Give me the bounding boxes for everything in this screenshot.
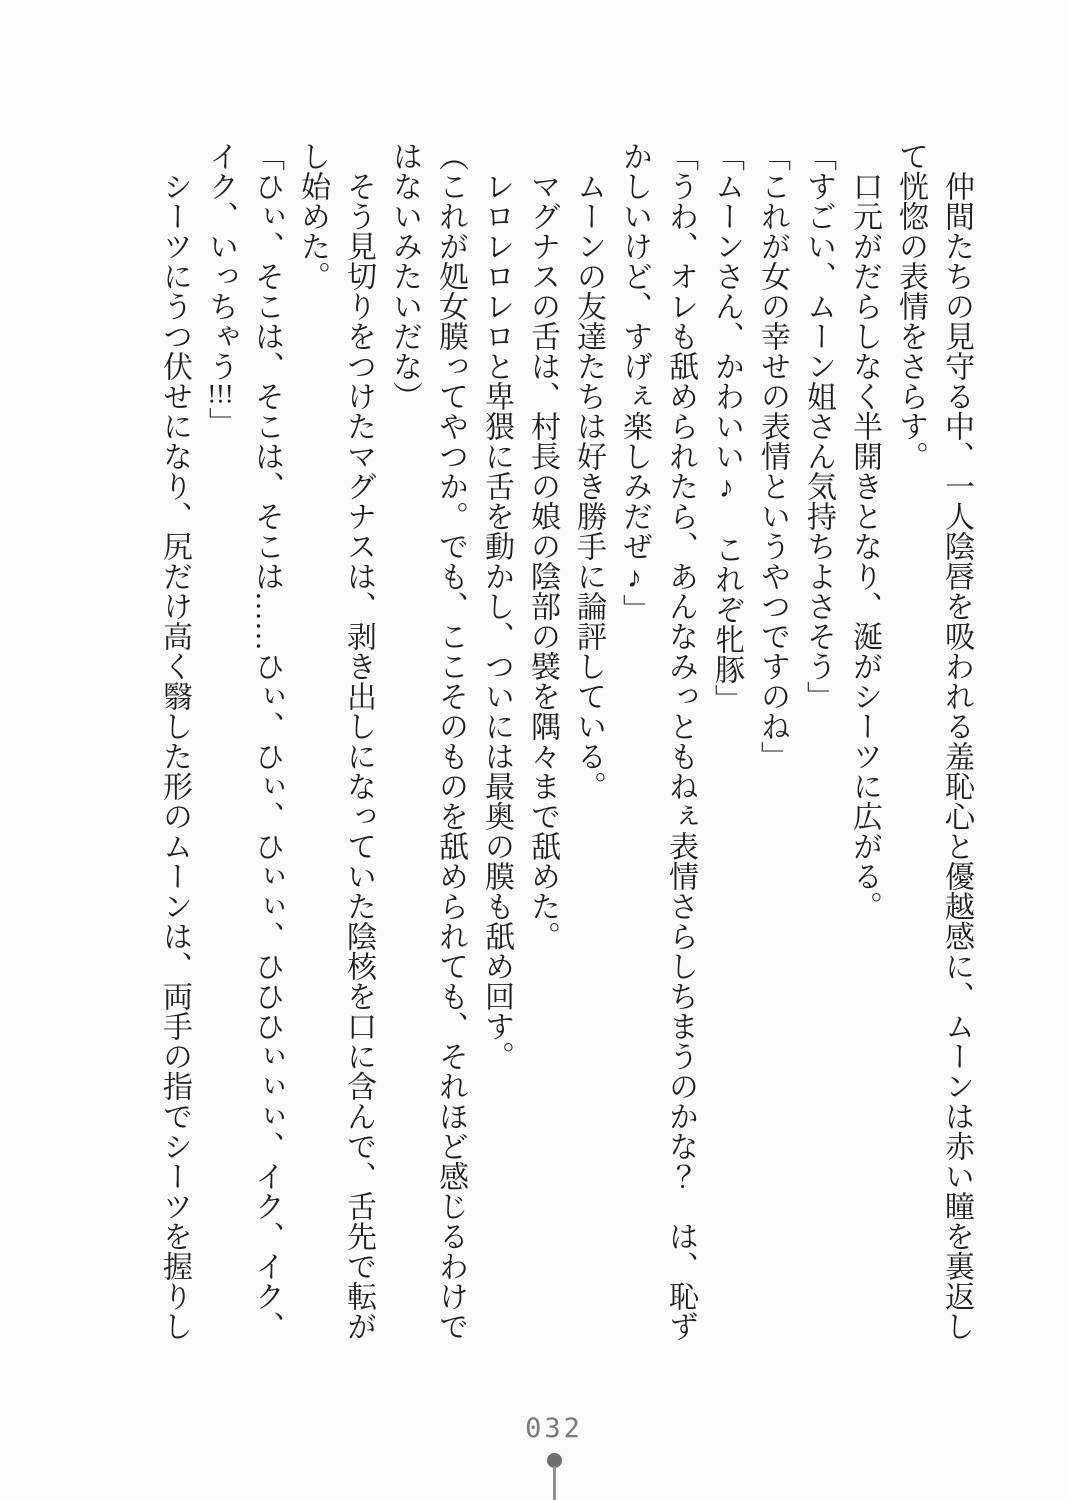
text-line: マグナスの舌は、村長の娘の陰部の襞を隅々まで舐めた。 [526,141,559,951]
text-line: レロレロレロと卑猥に舌を動かし、ついには最奥の膜も舐め回す。 [480,141,513,1071]
text-line: シーツにうつ伏せになり、尻だけ高く翳した形のムーンは、両手の指でシーツを握りし [158,141,191,1341]
text-line: ムーンの友達たちは好き勝手に論評している。 [572,141,605,801]
text-line-dialogue: 「すごい、ムーン姐さん気持ちよさそう」 [802,141,835,711]
text-segment: 」 [204,407,237,437]
text-line-dialogue: かしいけど、すげぇ楽しみだぜ♪」 [618,141,651,624]
text-line: 口元がだらしなく半開きとなり、涎がシーツに広がる。 [848,141,881,921]
text-line-dialogue: 「これが女の幸せの表情というやつですのね」 [756,141,789,771]
text-line-thought: はないみたいだな） [388,141,421,411]
text-line: そう見切りをつけたマグナスは、剥き出しになっていた陰核を口に含んで、舌先で転が [342,141,375,1341]
page-number: 032 [525,1413,583,1444]
exclamation-run: !!! [207,381,234,407]
text-line: 仲間たちの見守る中、一人陰唇を吸われる羞恥心と優越感に、ムーンは赤い瞳を裏返し [940,141,973,1341]
text-line-dialogue: 「ムーンさん、かわいい♪ これぞ牝豚」 [710,141,743,714]
text-line-dialogue: 「ひぃ、そこは、そこは、そこは……ひぃ、ひぃ、ひぃぃ、ひひひぃぃぃ、イク、イク、 [250,141,283,1341]
vertical-text-block [151,141,979,1356]
text-segment: イク、いっちゃう [204,141,237,381]
text-line-dialogue [197,141,243,1356]
text-line: て恍惚の表情をさらす。 [894,141,927,471]
text-line-thought: （これが処女膜ってやつか。でも、ここそのものを舐められても、それほど感じるわけで [434,141,467,1341]
text-line: し始めた。 [296,141,329,291]
folio-stem-ornament [553,1466,556,1500]
text-line-dialogue: 「うわ、オレも舐められたら、あんなみっともねぇ表情さらしちまうのかな？ は、恥ず [664,141,697,1341]
